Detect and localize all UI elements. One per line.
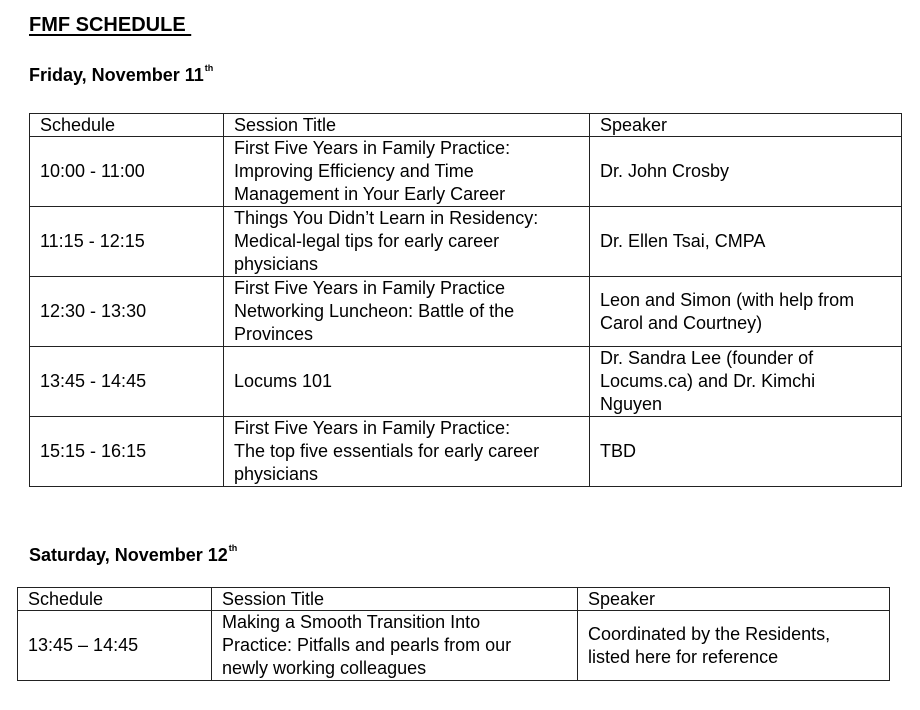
time-cell: 13:45 - 14:45 — [30, 347, 224, 417]
session-title-line: Management in Your Early Career — [234, 184, 506, 204]
table-header-row — [30, 114, 902, 137]
table-row — [30, 137, 902, 207]
session-title-line: Networking Luncheon: Battle of the — [234, 301, 515, 321]
column-header-schedule: Schedule — [18, 588, 212, 611]
speaker-cell — [590, 277, 902, 347]
time-cell: 15:15 - 16:15 — [30, 417, 224, 487]
table-row — [30, 277, 902, 347]
session-title-line: newly working colleagues — [222, 658, 427, 678]
speaker-line: listed here for reference — [588, 646, 779, 667]
column-header-session-title: Session Title — [212, 588, 578, 611]
column-header-speaker: Speaker — [578, 588, 890, 611]
speaker-cell — [590, 207, 902, 277]
session-title-line: First Five Years in Family Practice: — [234, 138, 511, 158]
session-title-line: Provinces — [234, 324, 314, 344]
friday-heading-text: Friday, November 11 — [29, 65, 204, 85]
document-title: FMF SCHEDULE — [29, 14, 192, 36]
table-row — [30, 417, 902, 487]
speaker-line: Leon and Simon (with help from — [600, 289, 855, 310]
session-title-cell — [224, 137, 590, 207]
friday-schedule-table — [29, 113, 902, 487]
speaker-cell — [590, 347, 902, 417]
session-title-line: Locums 101 — [234, 371, 333, 391]
column-header-schedule: Schedule — [30, 114, 224, 137]
session-title-line: Medical-legal tips for early career — [234, 231, 500, 251]
speaker-line: Coordinated by the Residents, — [588, 623, 831, 644]
table-row — [30, 347, 902, 417]
session-title-line: Practice: Pitfalls and pearls from our — [222, 635, 512, 655]
column-header-session-title: Session Title — [224, 114, 590, 137]
time-cell: 12:30 - 13:30 — [30, 277, 224, 347]
session-title-line: physicians — [234, 464, 319, 484]
friday-heading-suffix: th — [204, 63, 214, 73]
session-title-line: The top five essentials for early career — [234, 441, 540, 461]
saturday-heading-text: Saturday, November 12 — [29, 545, 228, 565]
session-title-cell — [224, 417, 590, 487]
table-header-row — [18, 588, 890, 611]
friday-heading — [29, 63, 213, 86]
speaker-cell — [590, 417, 902, 487]
table-row — [30, 207, 902, 277]
session-title-line: First Five Years in Family Practice: — [234, 418, 511, 438]
session-title-cell — [224, 207, 590, 277]
session-title-line: physicians — [234, 254, 319, 274]
speaker-cell — [590, 137, 902, 207]
session-title-line: First Five Years in Family Practice — [234, 278, 506, 298]
time-cell: 10:00 - 11:00 — [30, 137, 224, 207]
table-row — [18, 611, 890, 681]
session-title-cell — [212, 611, 578, 681]
saturday-heading-suffix: th — [228, 543, 238, 553]
session-title-line: Improving Efficiency and Time — [234, 161, 474, 181]
session-title-cell — [224, 277, 590, 347]
time-cell: 11:15 - 12:15 — [30, 207, 224, 277]
speaker-line: TBD — [600, 441, 636, 461]
speaker-line: Dr. Sandra Lee (founder of — [600, 348, 814, 368]
speaker-line: Nguyen — [600, 394, 663, 414]
session-title-cell — [224, 347, 590, 417]
speaker-line: Locums.ca) and Dr. Kimchi — [600, 371, 816, 391]
column-header-speaker: Speaker — [590, 114, 902, 137]
speaker-line: Carol and Courtney) — [600, 312, 763, 333]
session-title-line: Things You Didn’t Learn in Residency: — [234, 208, 539, 228]
speaker-cell — [578, 611, 890, 681]
session-title-line: Making a Smooth Transition Into — [222, 612, 481, 632]
saturday-heading — [29, 543, 237, 566]
time-cell: 13:45 – 14:45 — [18, 611, 212, 681]
speaker-line: Dr. Ellen Tsai, CMPA — [600, 231, 766, 251]
saturday-schedule-table — [17, 587, 890, 681]
speaker-line: Dr. John Crosby — [600, 161, 730, 181]
